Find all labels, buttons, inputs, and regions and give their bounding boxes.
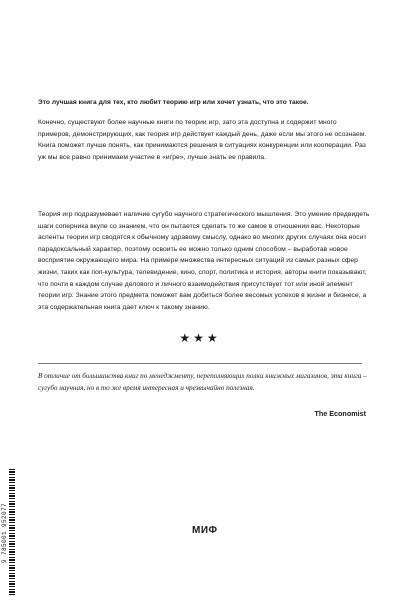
- quote-source: The Economist: [314, 409, 366, 418]
- lead-sentence: Это лучшая книга для тех, кто любит теорию игр или хочет узнать, что это такое.: [38, 99, 309, 106]
- divider-line: [38, 363, 362, 364]
- star-separator: ★★★: [179, 331, 221, 345]
- paragraph-2: Теория игр подразумевает наличие сугубо научного стратегического мышления. Это умение предвидеть шаги соперника вкупе со знанием, что он пытается сделать то же самое в отношении вас. Некоторые аспенты теории игр сводятся к обычному здравому смыслу, однако во многих других случаях она носит парадоксальный характер, поэтому освоить ее можно только одним способом – выработав новое восприятие окружающего мира. На примере множества интересных ситуаций из самых разных сфер жизни, таких как поп-культура, телевидение, кино, спорт, политика и история, авторы книги показывают, что почти в каждом случае делового и личного взаимодействия присутствует тот или иной элемент теории игр. Знание этого предмета поможет вам добиться более весомых успехов в жизни и бизнесе, а эта содержательная книга дает ключ к такому знанию.: [38, 211, 370, 311]
- publisher-logo: МИФ: [192, 525, 218, 536]
- barcode-bars: [9, 469, 15, 596]
- isbn-barcode: [3, 467, 15, 598]
- review-quote: В отличие от большинства книг по менеджменту, переполняющих полки книжных магазинов, эта книга – сугубо научная, но в то же время интересная и чрезвычайно полезная.: [38, 372, 367, 392]
- isbn-digits: 9 785001 952077: [1, 502, 8, 563]
- paragraph-1: Конечно, существуют более научные книги по теории игр, зато эта доступна и содержит много примеров, демонстрирующих, как теория игр действует каждый день, даже если мы этого не осознаем. Книга поможет лучше понять, как принимаются решения в ситуациях конкуренции или кооперации. Раз уж мы все равно принимаем участие в «игре», лучше знать ее правила.: [38, 119, 367, 161]
